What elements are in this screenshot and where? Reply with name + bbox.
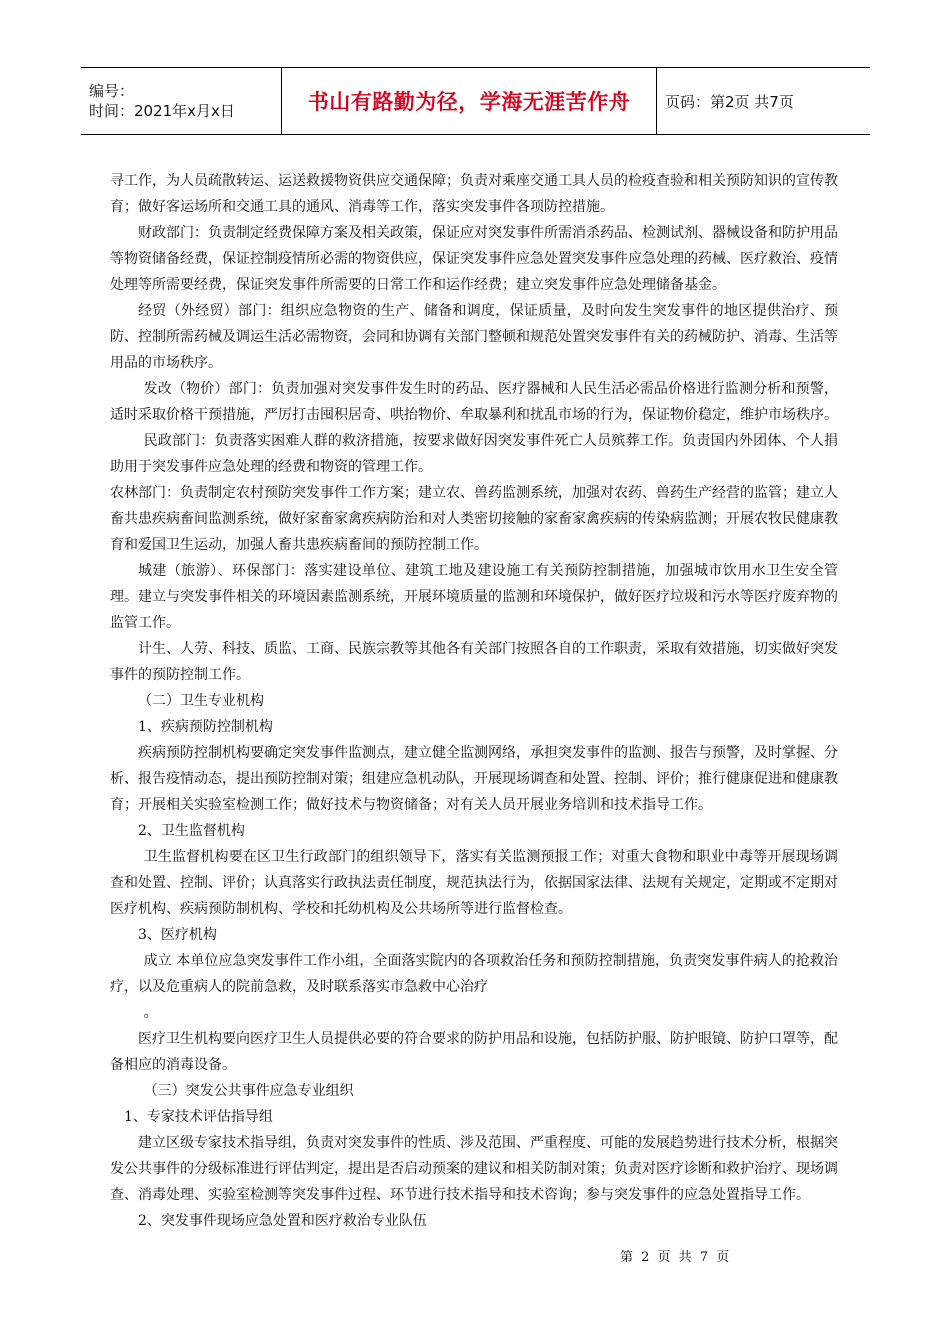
body-paragraph: 1、专家技术评估指导组: [124, 1109, 273, 1125]
body-paragraph: 民政部门：负责落实困难人群的救济措施，按要求做好因突发事件死亡人员殡葬工作。负责国内外团体、个人捐助用于突发事件应急处理的经费和物资的管理工作。: [110, 433, 838, 475]
body-paragraph: 2、卫生监督机构: [138, 823, 245, 839]
body-paragraph: （三）突发公共事件应急专业组织: [143, 1083, 354, 1099]
body-paragraph: 寻工作，为人员疏散转运、运送救援物资供应交通保障；负责对乘座交通工具人员的检疫查验和相关预防知识的宣传教育；做好客运场所和交通工具的通风、消毒等工作，落实突发事件各项防控措施。: [110, 173, 838, 215]
body-paragraph: （二）卫生专业机构: [138, 693, 264, 709]
header-page-number: 页码：第2页 共7页: [665, 92, 794, 111]
body-paragraph: 。: [143, 1005, 158, 1021]
body-paragraph: 1、疾病预防控制机构: [138, 719, 273, 735]
document-date: 时间：2021年x月x日: [89, 102, 235, 120]
document-number-label: 编号：: [89, 82, 135, 100]
body-paragraph: 经贸（外经贸）部门：组织应急物资的生产、储备和调度，保证质量，及时向发生突发事件的地区提供治疗、预防、控制所需药械及调运生活必需物资，会同和协调有关部门整顿和规范处置突发事件有关的药械防护、消毒、生活等用品的市场秩序。: [110, 303, 838, 371]
body-paragraph: 医疗卫生机构要向医疗卫生人员提供必要的符合要求的防护用品和设施，包括防护服、防护眼镜、防护口罩等，配备相应的消毒设备。: [110, 1031, 838, 1073]
body-paragraph: 卫生监督机构要在区卫生行政部门的组织领导下，落实有关监测预报工作；对重大食物和职业中毒等开展现场调查和处置、控制、评价；认真落实行政执法责任制度，规范执法行为，依据国家法律、法规有关规定，定期或不定期对医疗机构、疾病预防制机构、学校和托幼机构及公共场所等进行监督检查。: [110, 849, 838, 917]
body-paragraph: 3、医疗机构: [138, 927, 217, 943]
body-paragraph: 农林部门：负责制定农村预防突发事件工作方案；建立农、兽药监测系统，加强对农药、兽药生产经营的监管；建立人畜共患疾病畜间监测系统，做好家畜家禽疾病防治和对人类密切接触的家畜家禽疾病的传染病监测；开展农牧民健康教育和爱国卫生运动，加强人畜共患疾病畜间的预防控制工作。: [110, 485, 838, 553]
document-body: [110, 168, 838, 1234]
body-paragraph: 财政部门：负责制定经费保障方案及相关政策，保证应对突发事件所需消杀药品、检测试剂、器械设备和防护用品等物资储备经费，保证控制疫情所必需的物资供应，保证突发事件应急处置突发事件应急处理的药械、医疗救治、疫情处理等所需要经费，保证突发事件所需要的日常工作和运作经费；建立突发事件应急处理储备基金。: [110, 225, 838, 293]
body-paragraph: 发改（物价）部门：负责加强对突发事件发生时的药品、医疗器械和人民生活必需品价格进行监测分析和预警，适时采取价格干预措施，严厉打击囤积居奇、哄抬物价、牟取暴利和扰乱市场的行为，保证物价稳定，维护市场秩序。: [110, 381, 838, 423]
header-motto: 书山有路勤为径，学海无涯苦作舟: [282, 68, 657, 134]
body-paragraph: 建立区级专家技术指导组，负责对突发事件的性质、涉及范围、严重程度、可能的发展趋势进行技术分析，根据突发公共事件的分级标准进行评估判定，提出是否启动预案的建议和相关防制对策；负责对医疗诊断和救护治疗、现场调查、消毒处理、实验室检测等突发事件过程、环节进行技术指导和技术咨询；参与突发事件的应急处置指导工作。: [110, 1135, 838, 1203]
body-paragraph: 计生、人劳、科技、质监、工商、民族宗教等其他各有关部门按照各自的工作职责，采取有效措施，切实做好突发事件的预防控制工作。: [110, 641, 838, 683]
page-footer: 第 2 页 共 7 页: [620, 1250, 732, 1265]
body-paragraph: 疾病预防控制机构要确定突发事件监测点，建立健全监测网络，承担突发事件的监测、报告与预警，及时掌握、分析、报告疫情动态，提出预防控制对策；组建应急机动队，开展现场调查和处置、控制、评价；推行健康促进和健康教育；开展相关实验室检测工作；做好技术与物资储备；对有关人员开展业务培训和技术指导工作。: [110, 745, 838, 813]
page-header: [81, 67, 870, 135]
body-paragraph: 城建（旅游）、环保部门：落实建设单位、建筑工地及建设施工有关预防控制措施，加强城市饮用水卫生安全管理。建立与突发事件相关的环境因素监测系统，开展环境质量的监测和环境保护，做好医疗垃圾和污水等医疗废弃物的监管工作。: [110, 563, 838, 631]
body-paragraph: 2、突发事件现场应急处置和医疗救治专业队伍: [138, 1213, 427, 1229]
header-meta: [81, 68, 282, 134]
body-paragraph: 成立 本单位应急突发事件工作小组，全面落实院内的各项救治任务和预防控制措施，负责突发事件病人的抢救治疗，以及危重病人的院前急救，及时联系落实市急救中心治疗: [110, 953, 838, 995]
